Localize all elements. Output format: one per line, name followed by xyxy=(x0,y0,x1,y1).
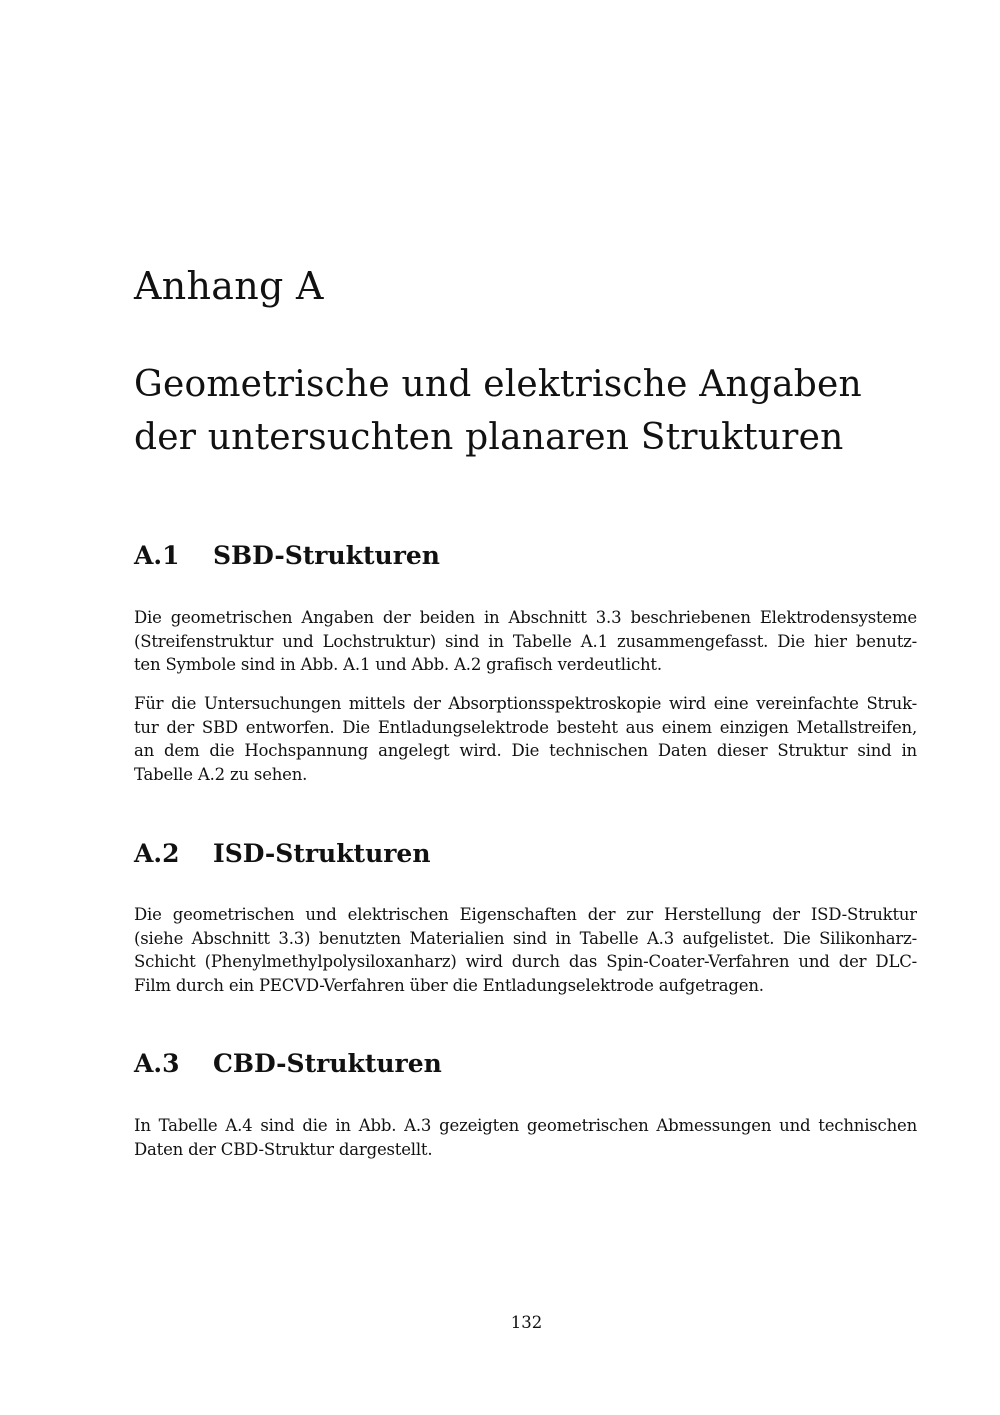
section-title: SBD-Strukturen xyxy=(213,541,440,570)
chapter-title-line: Geometrische und elektrische Angaben xyxy=(134,364,862,405)
text-line: Tabelle A.2 zu sehen. xyxy=(134,764,308,784)
text-line: Die geometrischen Angaben der beiden in Abschnitt 3.3 beschriebenen Elektrodensysteme xyxy=(134,608,917,627)
section-title: CBD-Strukturen xyxy=(213,1049,442,1078)
section-number: A.1 xyxy=(134,541,180,570)
section-title: ISD-Strukturen xyxy=(213,839,431,868)
section-heading-a3 xyxy=(134,1048,442,1080)
page-number: 132 xyxy=(510,1313,543,1332)
chapter-label: Anhang A xyxy=(134,264,324,308)
text-line: In Tabelle A.4 sind die in Abb. A.3 gezeigten geometrischen Abmessungen und technischen xyxy=(134,1116,917,1135)
text-line: Film durch ein PECVD-Verfahren über die Entladungselektrode aufgetragen. xyxy=(134,975,764,995)
text-line: Daten der CBD-Struktur dargestellt. xyxy=(134,1139,433,1159)
section-number: A.3 xyxy=(134,1049,180,1078)
paragraph xyxy=(134,1114,917,1161)
text-line: Schicht (Phenylmethylpolysiloxanharz) wird durch das Spin-Coater-Verfahren und der DLC- xyxy=(134,952,917,971)
text-line: (siehe Abschnitt 3.3) benutzten Materialien sind in Tabelle A.3 aufgelistet. Die Silikonharz- xyxy=(134,928,917,948)
section-number: A.2 xyxy=(134,839,180,868)
text-line: ten Symbole sind in Abb. A.1 und Abb. A.2 grafisch verdeutlicht. xyxy=(134,655,662,674)
text-line: Für die Untersuchungen mittels der Absorptionsspektroskopie wird eine vereinfachte Struk- xyxy=(134,694,917,713)
chapter-title-line: der untersuchten planaren Strukturen xyxy=(134,417,844,458)
paragraph xyxy=(134,903,917,997)
text-line: an dem die Hochspannung angelegt wird. Die technischen Daten dieser Struktur sind in xyxy=(134,741,917,760)
section-heading-a2 xyxy=(134,838,431,870)
paragraph xyxy=(134,606,917,677)
section-heading-a1 xyxy=(134,540,440,572)
text-line: tur der SBD entworfen. Die Entladungselektrode besteht aus einem einzigen Metallstreifen, xyxy=(134,717,917,737)
text-line: Die geometrischen und elektrischen Eigenschaften der zur Herstellung der ISD-Struktur xyxy=(134,905,917,924)
text-line: (Streifenstruktur und Lochstruktur) sind in Tabelle A.1 zusammengefasst. Die hier benutz- xyxy=(134,631,917,651)
chapter-title xyxy=(134,358,934,464)
paragraph xyxy=(134,692,917,786)
